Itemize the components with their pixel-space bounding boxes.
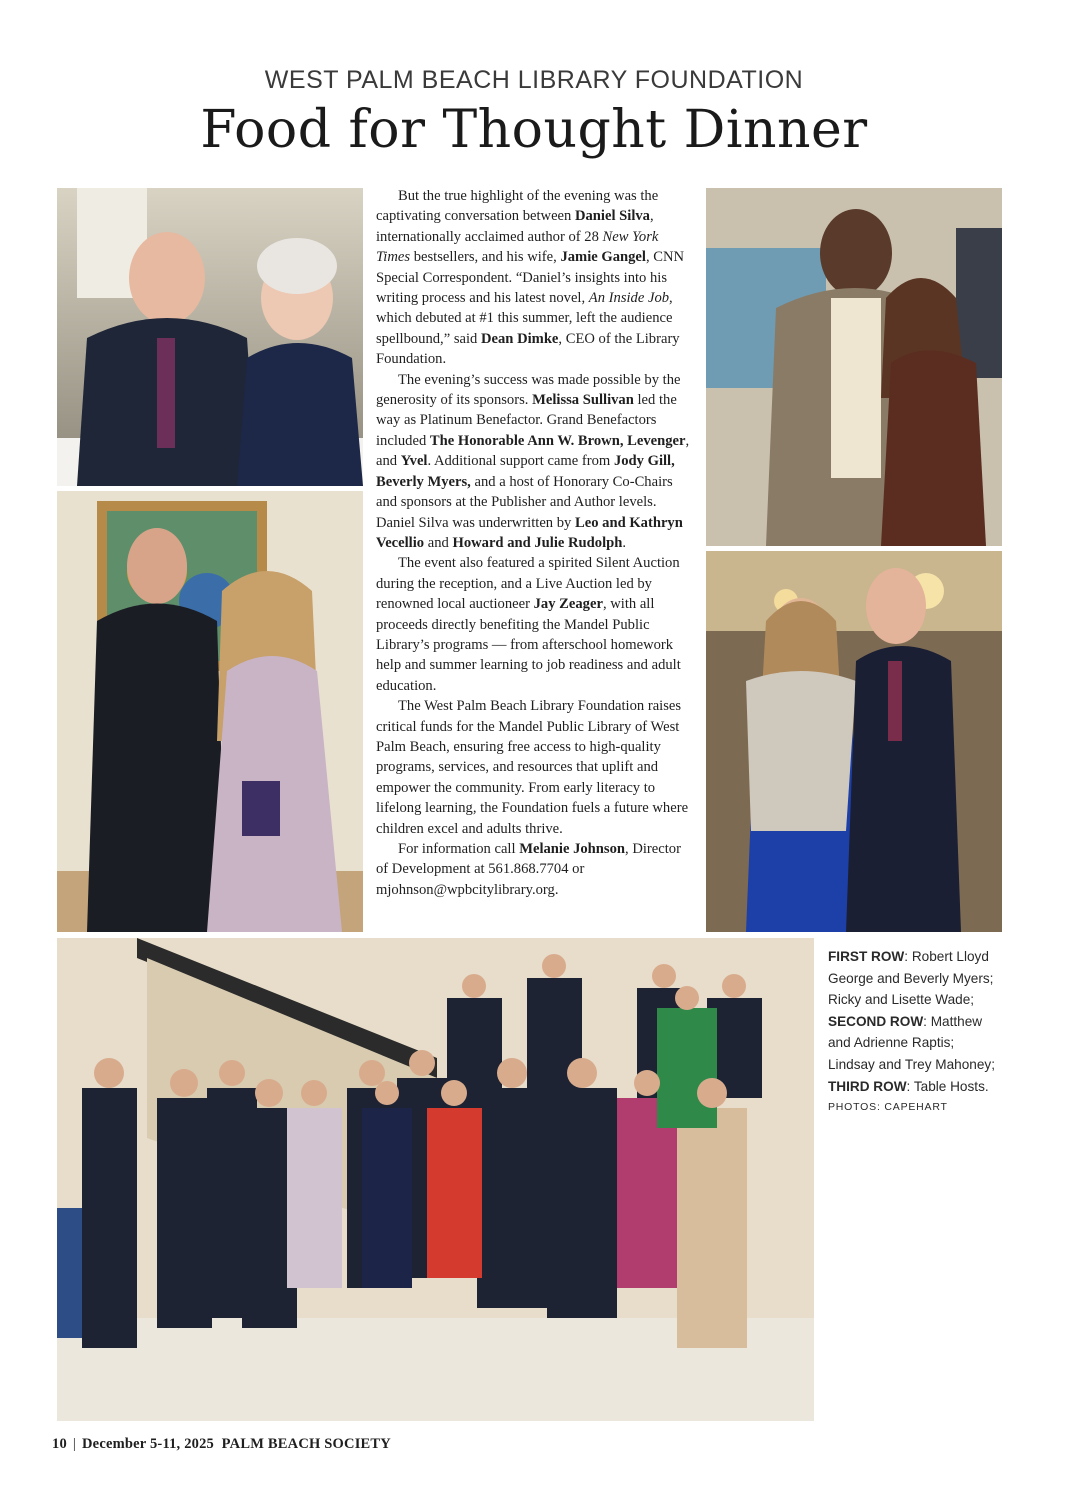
page-title: Food for Thought Dinner — [200, 100, 868, 160]
caption-row-label: FIRST ROW — [828, 949, 905, 964]
photo-first-row-right — [706, 188, 1002, 546]
page-number: 10 — [52, 1436, 67, 1452]
photo-first-row-left — [57, 188, 363, 486]
article-body — [376, 186, 696, 900]
publication-name: PALM BEACH SOCIETY — [221, 1436, 391, 1452]
photo-second-row-left — [57, 491, 363, 932]
article-paragraph-4: The West Palm Beach Library Foundation raises critical funds for the Mandel Public Library of West Palm Beach, ensuring free access to high-quality programs, services, and resources that uplift and empower the community. From early literacy to lifelong learning, the Foundation fuels a future where children excel and adults thrive. — [376, 698, 689, 837]
article-paragraph-2: The evening’s success was made possible by the generosity of its sponsors. Melissa Sullivan led the way as Platinum Benefactor. Grand Benefactors included The Honorable Ann W. Brown, Levenger, and Yvel. Additional support came from Jody Gill, Beverly Myers, and a host of Honorary Co-Chairs and sponsors at the Publisher and Author levels. Daniel Silva was underwritten by Leo and Kathryn Vecellio and Howard and Julie Rudolph. — [376, 371, 690, 551]
page-footer — [52, 1436, 391, 1453]
caption-row-label: SECOND ROW — [828, 1013, 924, 1029]
photo-second-row-right — [706, 551, 1002, 932]
section-kicker: WEST PALM BEACH LIBRARY FOUNDATION — [264, 66, 804, 94]
article-paragraph-1: But the true highlight of the evening was the captivating conversation between Daniel Silva, internationally acclaimed author of 28 New York Times bestsellers, and his wife, Jamie Gangel, CNN Special Correspondent. “Daniel’s insights into his writing process and his latest novel, An Inside Job, which debuted at #1 this summer, left the audience spellbound,” said Dean Dimke, CEO of the Library Foundation. — [376, 188, 685, 368]
footer-separator: | — [72, 1436, 77, 1452]
photo-third-row-group — [57, 938, 814, 1421]
caption-row-label: THIRD ROW — [828, 1078, 907, 1094]
photo-credit: PHOTOS: CAPEHART — [828, 1101, 948, 1114]
issue-date: December 5-11, 2025 — [82, 1436, 215, 1452]
article-paragraph-3: The event also featured a spirited Silent Auction during the reception, and a Live Auction led by renowned local auctioneer Jay Zeager, with all proceeds directly benefiting the Mandel Public Library’s programs — from afterschool homework help and summer learning to job readiness and adult education. — [376, 555, 681, 694]
photo-caption: FIRST ROW: Robert Lloyd George and Beverly Myers; Ricky and Lisette Wade; SECOND ROW: Matthew and Adrienne Raptis; Lindsay and Trey Mahoney; THIRD ROW: Table Hosts. PHOTOS: CAPEHART — [828, 946, 998, 1119]
article-paragraph-5: For information call Melanie Johnson, Director of Development at 561.868.7704 or mjohnson@wpbcitylibrary.org. — [376, 841, 681, 898]
